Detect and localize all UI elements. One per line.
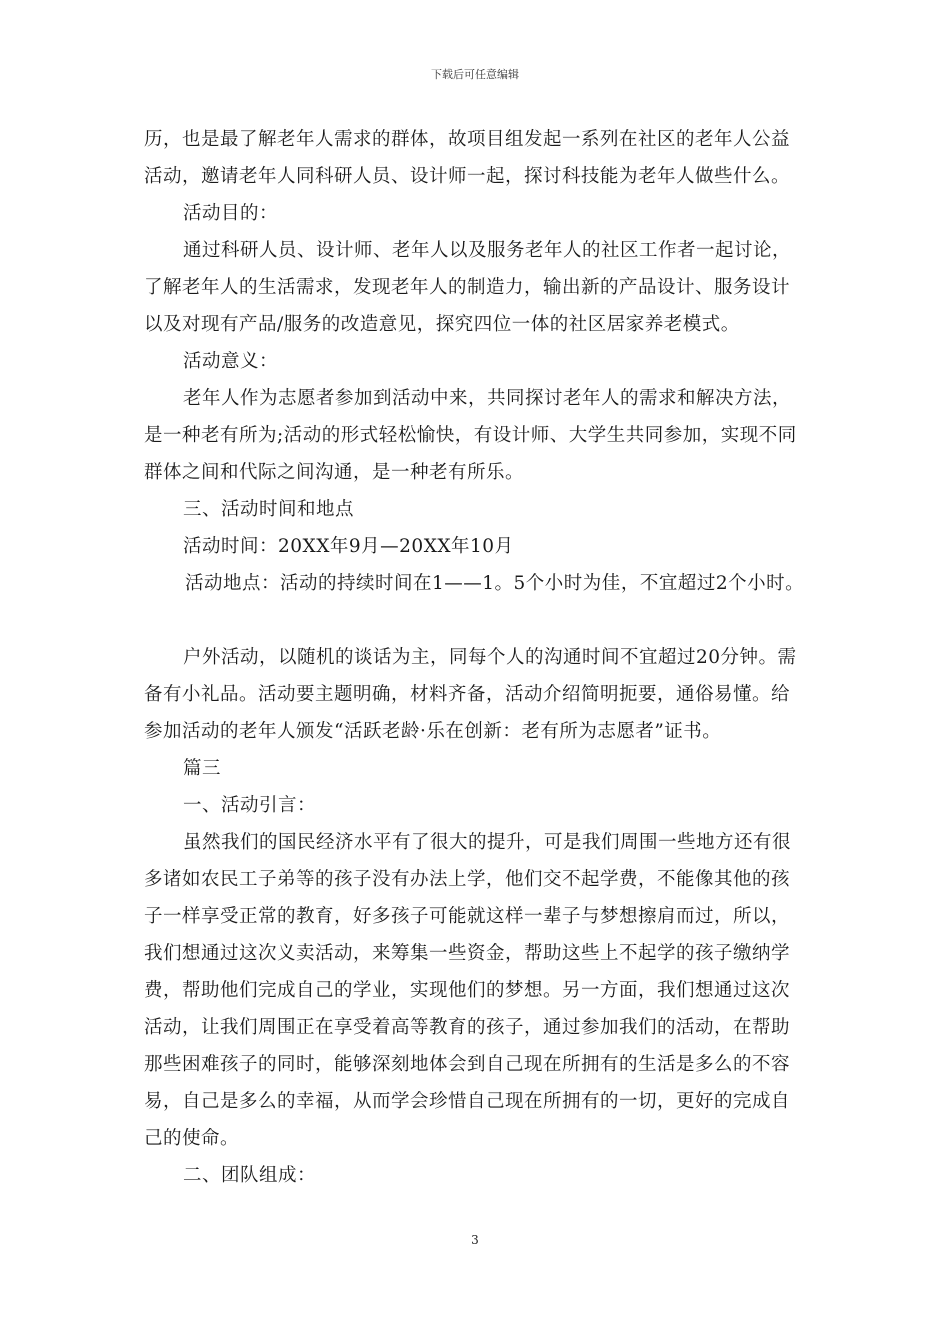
body-line: 己的使命。	[144, 1128, 240, 1149]
header-note: 下载后可任意编辑	[431, 68, 519, 81]
body-line: 群体之间和代际之间沟通，是一种老有所乐。	[144, 462, 525, 483]
body-line: 我们想通过这次义卖活动，来筹集一些资金，帮助这些上不起学的孩子缴纳学	[144, 943, 791, 964]
body-line: 户外活动，以随机的谈话为主，同每个人的沟通时间不宜超过20分钟。需	[183, 647, 797, 668]
body-line: 参加活动的老年人颁发“活跃老龄·乐在创新：老有所为志愿者”证书。	[144, 721, 722, 742]
body-line: 子一样享受正常的教育，好多孩子可能就这样一辈子与梦想擦肩而过，所以，	[144, 906, 791, 927]
body-line: 活动，让我们周围正在享受着高等教育的孩子，通过参加我们的活动，在帮助	[144, 1017, 791, 1038]
body-line: 老年人作为志愿者参加到活动中来，共同探讨老年人的需求和解决方法，	[183, 388, 792, 409]
section-heading: 活动目的：	[183, 203, 279, 224]
body-line: 虽然我们的国民经济水平有了很大的提升，可是我们周围一些地方还有很	[183, 832, 792, 853]
section-heading: 二、团队组成：	[183, 1165, 317, 1186]
body-line: 以及对现有产品/服务的改造意见，探究四位一体的社区居家养老模式。	[144, 314, 740, 335]
section-heading: 三、活动时间和地点	[183, 499, 355, 520]
body-line: 活动时间：20XX年9月—20XX年10月	[183, 536, 514, 557]
body-line: 那些困难孩子的同时，能够深刻地体会到自己现在所拥有的生活是多么的不容	[144, 1054, 791, 1075]
section-heading: 一、活动引言：	[183, 795, 317, 816]
body-line: 费，帮助他们完成自己的学业，实现他们的梦想。另一方面，我们想通过这次	[144, 980, 791, 1001]
body-line: 备有小礼品。活动要主题明确，材料齐备，活动介绍简明扼要，通俗易懂。给	[144, 684, 791, 705]
page-number: 3	[471, 1233, 479, 1247]
document-body	[144, 121, 834, 1194]
section-heading: 篇三	[183, 758, 222, 779]
body-line: 易，自己是多么的幸福，从而学会珍惜自己现在所拥有的一切，更好的完成自	[144, 1091, 791, 1112]
section-heading: 活动意义：	[183, 351, 279, 372]
body-line: 是一种老有所为;活动的形式轻松愉快，有设计师、大学生共同参加，实现不同	[144, 425, 797, 446]
body-line: 历，也是最了解老年人需求的群体，故项目组发起一系列在社区的老年人公益	[144, 129, 791, 150]
body-line: 了解老年人的生活需求，发现老年人的制造力，输出新的产品设计、服务设计	[144, 277, 791, 298]
body-line: 活动地点：活动的持续时间在1——1。5个小时为佳，不宜超过2个小时。	[185, 573, 805, 594]
body-line: 通过科研人员、设计师、老年人以及服务老年人的社区工作者一起讨论，	[183, 240, 792, 261]
body-line: 活动，邀请老年人同科研人员、设计师一起，探讨科技能为老年人做些什么。	[144, 166, 791, 187]
body-line: 多诸如农民工子弟等的孩子没有办法上学，他们交不起学费，不能像其他的孩	[144, 869, 791, 890]
paragraph-gap	[144, 602, 834, 639]
